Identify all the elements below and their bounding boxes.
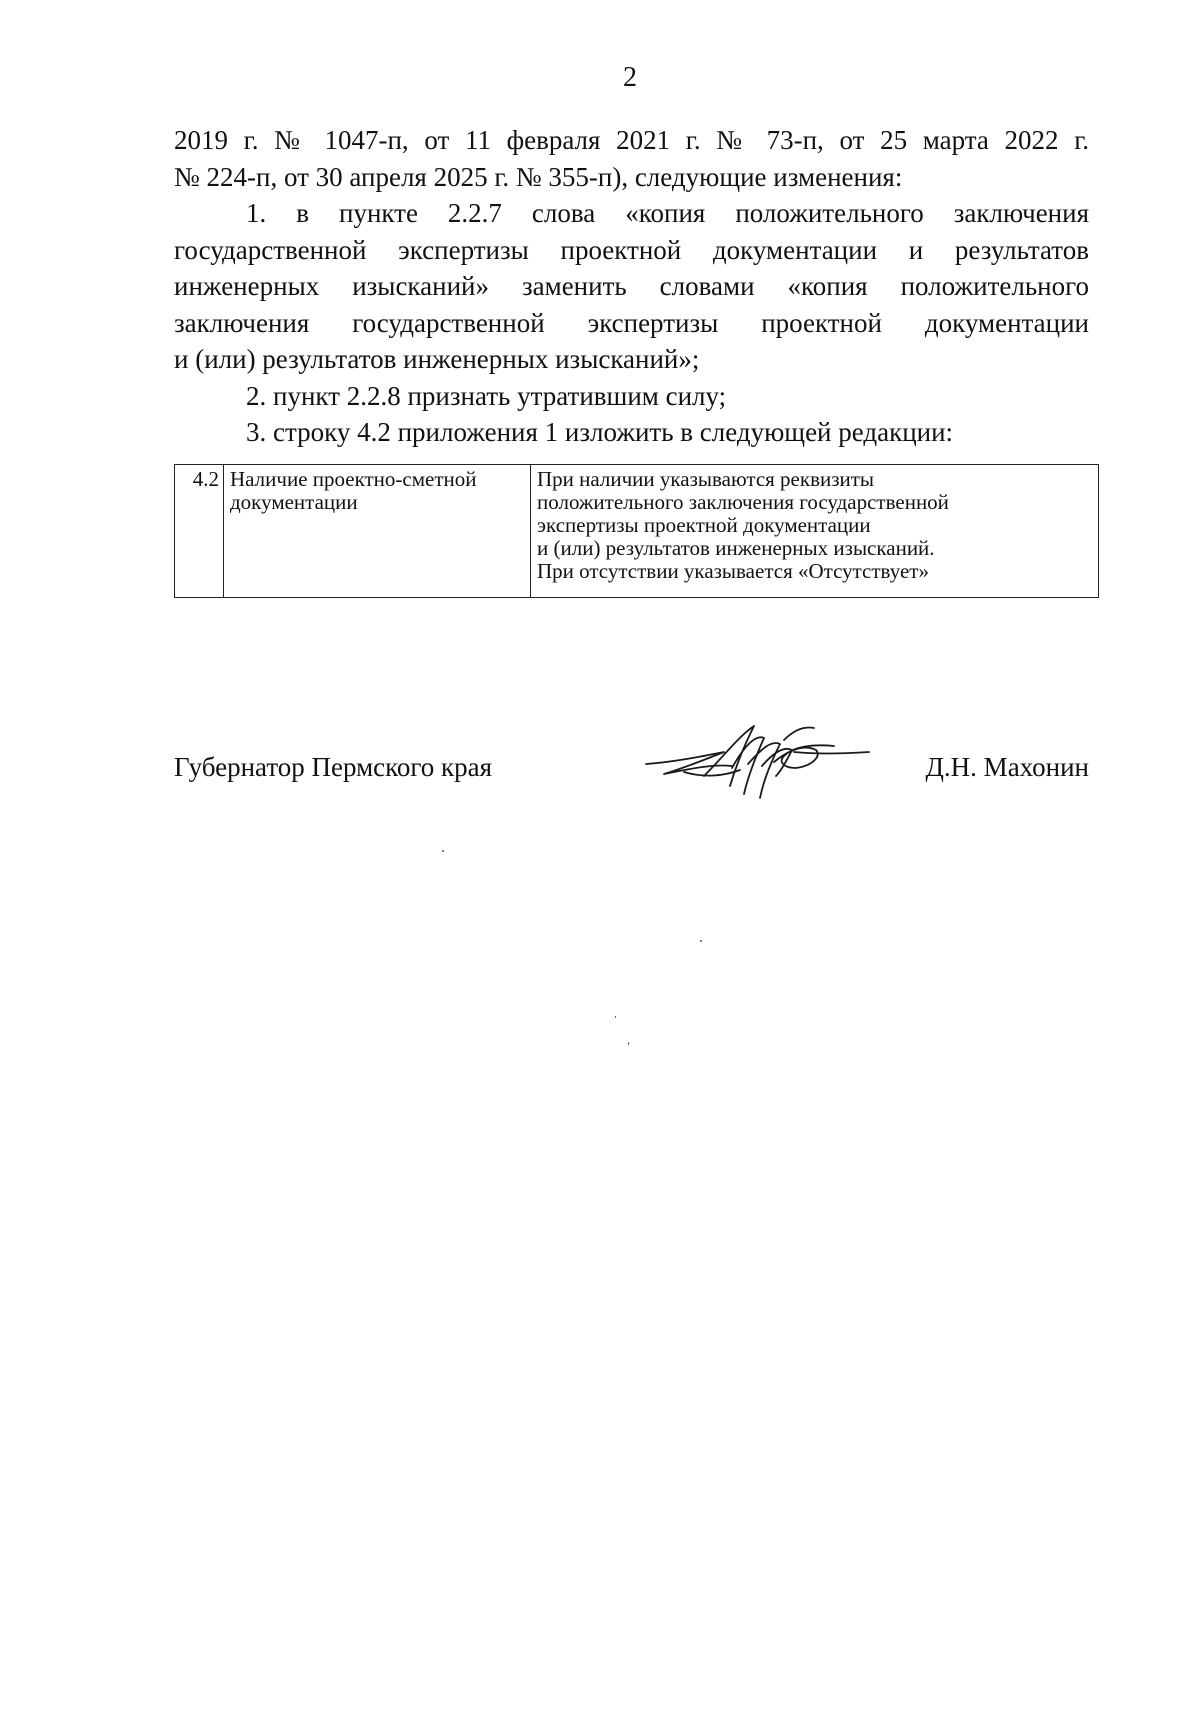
- row-number: 4.2: [175, 465, 224, 598]
- amendment-item-1: [174, 195, 1089, 378]
- row-name-cell: [224, 465, 531, 598]
- intro-line: 2019 г. № 1047-п, от 11 февраля 2021 г. № 73-п, от 25 марта 2022 г.: [174, 125, 1089, 155]
- signatory-title: Губернатор Пермского края: [174, 752, 493, 782]
- row-description-line: экспертизы проектной документации: [537, 513, 871, 537]
- signatory-name: Д.Н. Махонин: [925, 752, 1089, 782]
- amendment-item-3: 3. строку 4.2 приложения 1 изложить в следующей редакции:: [246, 417, 954, 447]
- item1-line: заключения государственной экспертизы проектной документации: [174, 307, 1089, 338]
- row-description-line: положительного заключения государственной: [537, 490, 949, 514]
- item1-line: 1. в пункте 2.2.7 слова «копия положительного заключения: [246, 198, 1089, 228]
- signature-block: [174, 752, 1089, 812]
- amendment-table: [174, 464, 1099, 598]
- item1-line: государственной экспертизы проектной документации и результатов: [174, 234, 1089, 265]
- document-body: [174, 122, 1089, 451]
- row-name-line: документации: [230, 490, 358, 514]
- row-description-line: и (или) результатов инженерных изысканий.: [537, 536, 935, 560]
- row-description-line: При наличии указываются реквизиты: [537, 467, 875, 491]
- scan-speck: [628, 1042, 629, 1045]
- intro-line: № 224-п, от 30 апреля 2025 г. № 355-п), следующие изменения:: [174, 161, 903, 192]
- page-number: 2: [623, 62, 637, 93]
- intro-paragraph: [174, 122, 1089, 195]
- table-row: [175, 465, 1099, 598]
- row-description-line: При отсутствии указывается «Отсутствует»: [537, 559, 929, 583]
- item1-line: инженерных изысканий» заменить словами «копия положительного: [174, 271, 1089, 301]
- item1-line: и (или) результатов инженерных изысканий»;: [174, 344, 700, 374]
- scan-speck: [442, 850, 444, 852]
- scan-speck: [615, 1016, 616, 1018]
- row-description-cell: [531, 465, 1099, 598]
- handwritten-signature: [644, 716, 874, 816]
- scan-speck: [700, 940, 702, 942]
- row-name-line: Наличие проектно-сметной: [230, 467, 477, 491]
- amendment-item-2: 2. пункт 2.2.8 признать утратившим силу;: [246, 380, 727, 411]
